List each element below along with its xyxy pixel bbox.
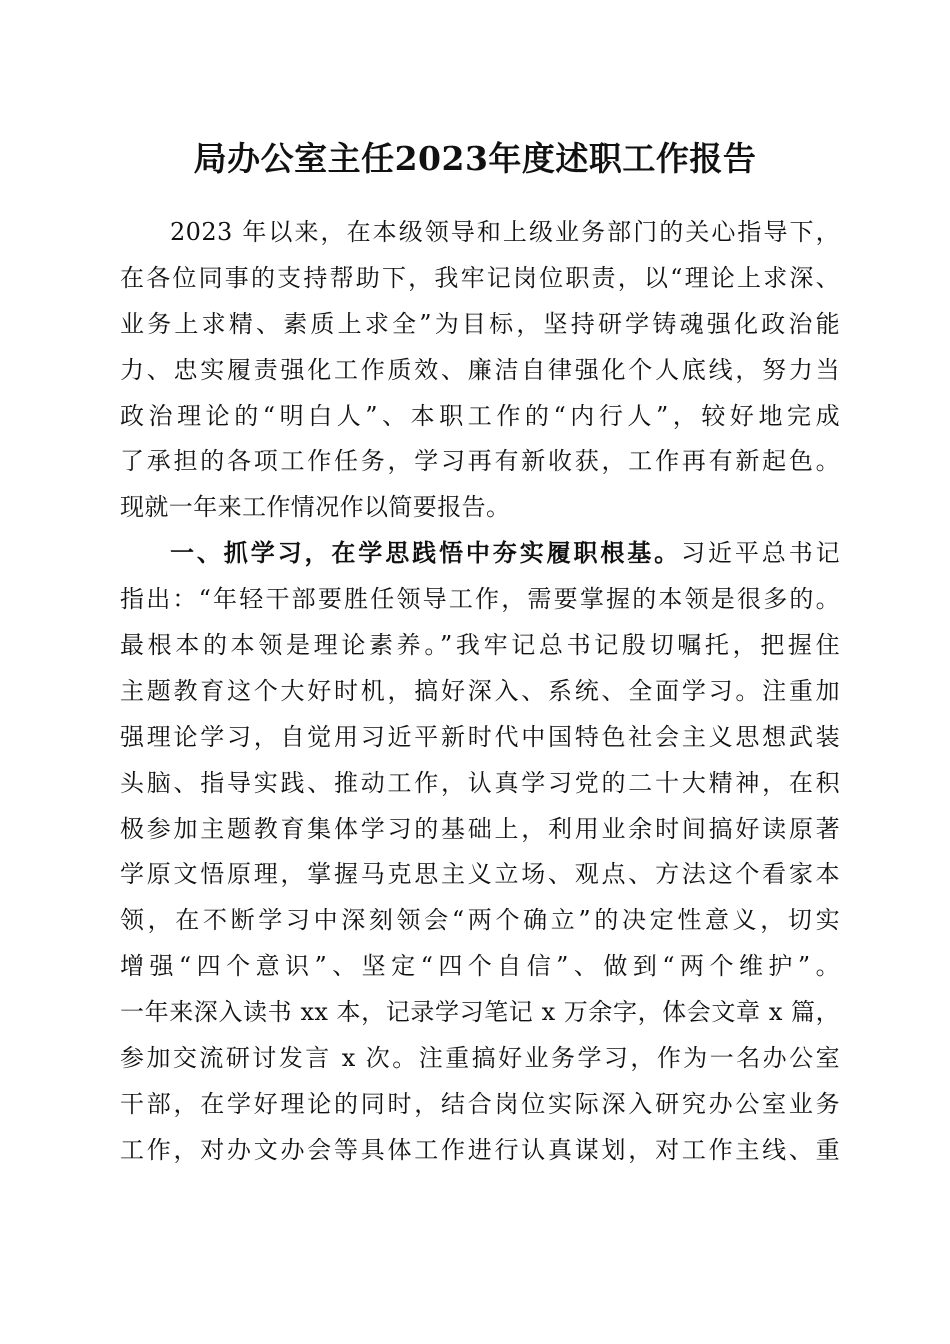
paragraph-line: 领，在不断学习中深刻领会“两个确立”的决定性意义，切实 (120, 906, 840, 935)
paragraph-line: 学原文悟原理，掌握马克思主义立场、观点、方法这个看家本 (120, 860, 840, 889)
paragraph-line: 一年来深入读书 xx 本，记录学习笔记 x 万余字，体会文章 x 篇， (120, 998, 840, 1027)
paragraph-line: 极参加主题教育集体学习的基础上，利用业余时间搞好读原著 (120, 814, 840, 843)
document-body (120, 210, 840, 1174)
paragraph-line: 头脑、指导实践、推动工作，认真学习党的二十大精神，在积 (120, 768, 840, 797)
paragraph-line: 工作，对办文办会等具体工作进行认真谋划，对工作主线、重 (120, 1135, 840, 1164)
paragraph-line: 主题教育这个大好时机，搞好深入、系统、全面学习。注重加 (120, 676, 840, 705)
page-title: 局办公室主任2023年度述职工作报告 (193, 139, 757, 178)
paragraph-line: 现就一年来工作情况作以简要报告。 (120, 493, 511, 522)
paragraph-line: 在各位同事的支持帮助下，我牢记岗位职责，以“理论上求深、 (120, 263, 840, 292)
paragraph-line: 增强“四个意识”、坚定“四个自信”、做到“两个维护”。 (120, 952, 840, 981)
section-first-line-text: 习近平总书记 (681, 539, 840, 568)
paragraph-line: 干部，在学好理论的同时，结合岗位实际深入研究办公室业务 (120, 1089, 840, 1118)
paragraph-line: 最根本的本领是理论素养。”我牢记总书记殷切嘱托，把握住 (120, 631, 840, 660)
paragraph-line: 强理论学习，自觉用习近平新时代中国特色社会主义思想武装 (120, 722, 840, 751)
section-heading: 一、抓学习，在学思践悟中夯实履职根基。 (170, 539, 682, 568)
paragraph-line: 了承担的各项工作任务，学习再有新收获，工作再有新起色。 (120, 447, 840, 476)
paragraph-line: 力、忠实履责强化工作质效、廉洁自律强化个人底线，努力当 (120, 355, 840, 384)
paragraph-line: 业务上求精、素质上求全”为目标，坚持研学铸魂强化政治能 (120, 309, 840, 338)
section-first-line (120, 531, 840, 577)
paragraph-line: 政治理论的“明白人”、本职工作的“内行人”，较好地完成 (120, 401, 840, 430)
paragraph-line: 参加交流研讨发言 x 次。注重搞好业务学习，作为一名办公室 (120, 1044, 840, 1073)
paragraph-line: 指出：“年轻干部要胜任领导工作，需要掌握的本领是很多的。 (120, 585, 840, 614)
paragraph-line: 2023 年以来，在本级领导和上级业务部门的关心指导下， (170, 218, 840, 246)
